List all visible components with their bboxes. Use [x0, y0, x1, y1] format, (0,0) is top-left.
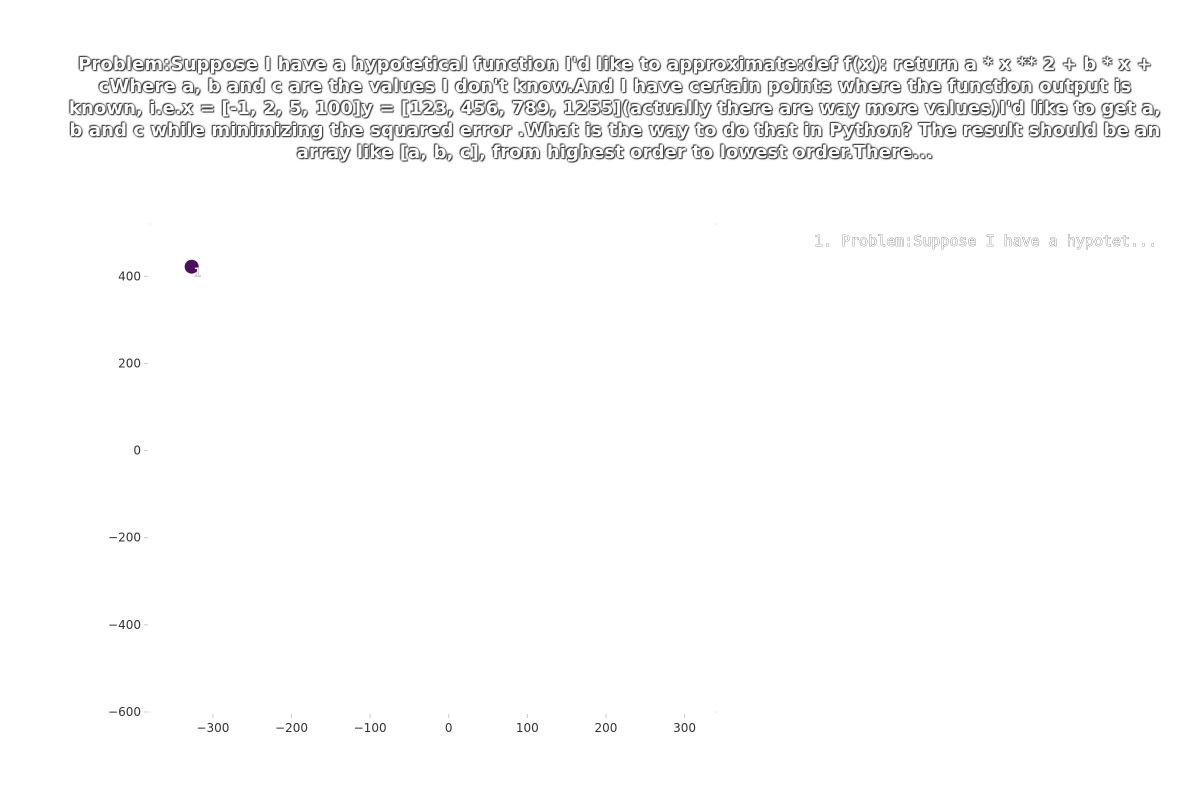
plot-corner-mark — [715, 223, 717, 225]
plot-corner-mark — [149, 223, 151, 225]
data-point-label: 1 — [193, 265, 202, 280]
y-tick-label: 0 — [133, 443, 141, 458]
legend — [814, 232, 1157, 250]
x-tick-label: 0 — [444, 721, 453, 735]
y-tick-label: 200 — [118, 356, 141, 371]
x-tick-label: 100 — [515, 721, 539, 735]
x-tick-label: −300 — [196, 721, 230, 735]
y-tick-label: −200 — [108, 530, 141, 545]
y-axis — [108, 269, 148, 719]
scatter-series — [185, 260, 202, 280]
x-tick-label: 200 — [594, 721, 618, 735]
x-tick-label: −200 — [275, 721, 308, 735]
x-axis — [196, 714, 696, 735]
y-tick-label: −400 — [108, 617, 141, 632]
y-tick-label: 400 — [118, 269, 141, 284]
chart-title: Problem:Suppose I have a hypotetical function I'd like to approximate:def f(x): return a * x ** 2 + b * x + cWhere a, b and c are the values I don't know.And I have certain points where the function output is known, i.e.x = [-1, 2, 5, 100]y = [123, 456, 789, 1255](actually there are way more values)I'd like to get a, b and c while minimizing the squared error .What is the way to do that in Python? The result should be an array like [a, b, c], from highest order to lowest order.There... — [68, 54, 1162, 163]
x-tick-label: 300 — [673, 721, 697, 735]
plot-corner-mark — [715, 711, 717, 713]
plot-corner-mark — [149, 711, 151, 713]
legend-entry: 1. Problem:Suppose I have a hypotet... — [814, 232, 1158, 250]
x-tick-label: −100 — [353, 721, 387, 735]
y-tick-label: −600 — [108, 705, 141, 719]
